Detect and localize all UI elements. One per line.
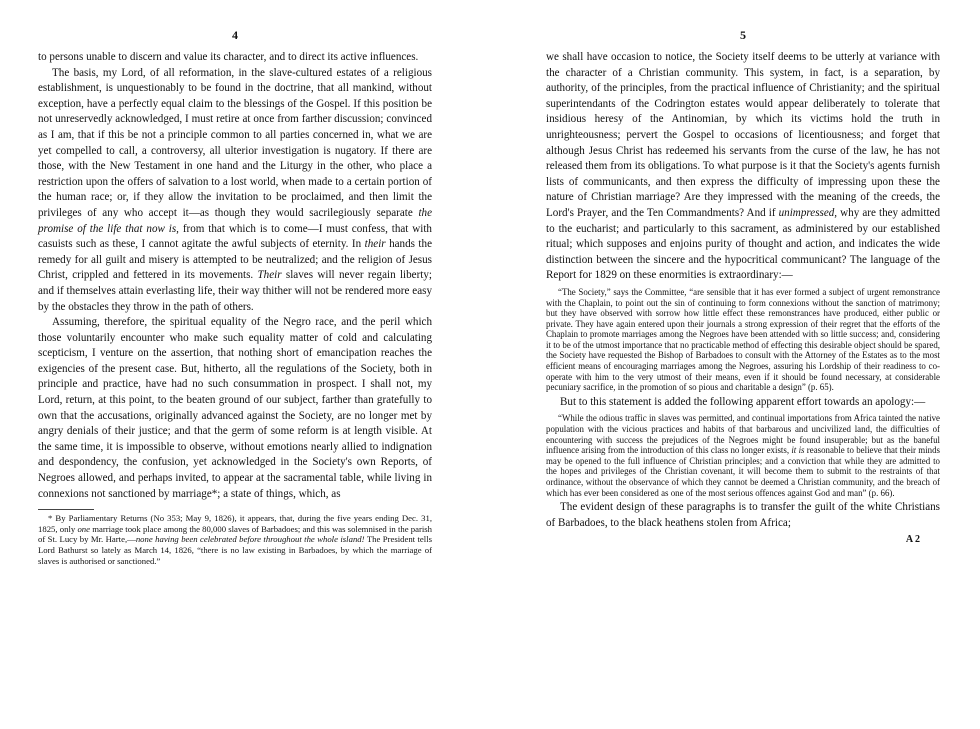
block-quote: “The Society,” says the Committee, “are sensible that it has ever formed a subject of urgent remonstrance with the Chaplain, to point out the sin of continuing to form connexions without the sanction of matrimony; but they have observed with sorrow how little effect these remonstrances have produced, either public or private. They have again entered upon their journals a strong expression of their regret that the efforts of the Chaplain to promote marriages among the Negroes have been attended with so little success; and, considering it to be of the utmost importance that no practicable method of effecting this desirable object should be spared, the Society have requested the Bishop of Barbadoes to consult with the Attorney of the Estates as to the most efficient means of encouraging marriages among the Negroes, assuring his Lordship of their readiness to co-operate with him to the very utmost of their means, even if it should be found necessary, at considerable pecuniary sacrifice, in the promotion of so pious and charitable a design” (p. 65). — [546, 286, 940, 393]
paragraph — [546, 50, 940, 284]
text-run: reasonable to believe that their minds may be opened to the full influence of Christian principles; and a conviction that while they are admitted to the hopes and privileges of the Christian covenant, it will become them to submit to the restraints of that ordinance, without the observance of which they cannot be deemed a Christian community, and the breach of which has ever been considered as one of the most serious offences against God and man” (p. 66). — [546, 445, 941, 498]
paragraph: But to this statement is added the following apparent effort towards an apology:— — [560, 395, 926, 408]
italic-text: it is — [791, 445, 805, 456]
italic-text: Their — [257, 269, 282, 282]
italic-text: the promise of the life that now is, — [38, 206, 432, 235]
paragraph — [38, 66, 432, 316]
signature-mark: A 2 — [905, 534, 920, 546]
text-run: from that which is to come—I must confess, that with casuists such as these, I cannot agitate the awful subjects of eternity. In — [38, 222, 432, 251]
italic-text: unimpressed, — [778, 206, 838, 219]
paragraph: The evident design of these paragraphs is to transfer the guilt of the white Christians of Barbadoes, to the black heathens stolen from Africa; — [546, 501, 940, 529]
text-run: marriage took place among the 80,000 slaves of Barbadoes; and this was solemnised in the parish of St. Lucy by Mr. Harte,— — [38, 523, 433, 545]
page-number: 5 — [740, 28, 746, 42]
right-page — [490, 0, 980, 729]
text-run: The basis, my Lord, of all reformation, in the slave-cultured estates of a religious establishment, is unquestionably to be found in the doctrine, that all mankind, without exception, have a perfectly equal claim to the blessings of the Gospel. If this position be not unreservedly acknowledged, I must retire at once from farther discussion; convinced as I am, that if this be not a principle common to all parties concerned in, what we are yet compelled to call, a controversy, all ulterior investigation is nugatory. If there are those, with the New Testament in one hand and the Liturgy in the other, who place a restriction upon the offers of salvation to a lost world, when made to a certain portion of the human race; or, if they allow the invitation to be proclaimed, and then limit the privileges of any who accept it—as though they would sacrilegiously separate — [38, 66, 432, 219]
text-run: * By Parliamentary Returns (No 353; May 9, 1826), it appears, that, during the five years ending Dec. 31, 1825, only — [38, 513, 432, 534]
text-run: “While the odious traffic in slaves was permitted, and continual importations from Africa tainted the native population with the vicious practices and habits of that barbarous and uncivilized land, the difficulties of encountering with success the prejudices of the Negroes might be found insuperable; but as the baneful influence arising from the introduction of this class no longer exists, — [546, 413, 940, 456]
footnote — [38, 513, 432, 566]
italic-text: none having been celebrated before throughout the whole island! — [135, 534, 365, 545]
page-number: 4 — [232, 28, 238, 42]
block-quote — [546, 413, 940, 498]
paragraph: to persons unable to discern and value its character, and to direct its active influences. — [38, 51, 419, 63]
paragraph: Assuming, therefore, the spiritual equality of the Negro race, and the peril which those voluntarily encounter who make such equality matter of cold and calculating scepticism, I venture on the assertion, that nothing short of emancipation reaches the exigencies of the present case. But, hitherto, all the regulations of the Society, both in principle and practice, have had no such consummation in prospect. I shall not, my Lord, return, at this point, to the beaten ground of our subject, farther than gratefully to own that the accusations, originally advanced against the Society, are no longer met by angry denials of their justice; and that the germ of some reform is at length visible. At the same time, it is impossible to observe, without emotions nearly allied to indignation and despondency, the confusion, yet acknowledged in the Society's own Reports, of Negroes allowed, and perhaps invited, to appear at the sacramental table, while living in connexions not sanctioned by marriage*; a state of things, which, as — [38, 316, 432, 500]
text-run: we shall have occasion to notice, the Society itself deems to be utterly at variance with the character of a Christian community. This system, in fact, is a separation, by authority, of the principles, from the practical influence of Christianity; and the spiritual superintendants of the Codrington estates would appear deliberately to tolerate that insidious heresy of the Antinomian, by which its victims hold the truth in unrighteousness; pervert the Gospel to occasions of licentiousness; and forget that although Jesus Christ has redeemed his servants from the curse of the law, he has not released them from its obligations. To what purpose is it that the Society's agents furnish lists of communicants, and then express the difficulty of impressing upon these the nature of Christian marriage? Are they impressed with the meaning of the creeds, the Lord's Prayer, and the Ten Commandments? And if — [546, 51, 940, 219]
text-run: The President tells Lord Bathurst so lately as March 14, 1826, “there is no law existing in Barbadoes, by which the marriage of slaves is authorised or sanctioned.” — [38, 534, 432, 566]
text-run: hands the remedy for all guilt and misery is attempted to be neutralized; and the religion of Jesus Christ, crippled and fettered in its movements. — [38, 238, 432, 282]
italic-text: one — [77, 523, 90, 534]
text-run: slaves will never regain liberty; and if themselves attain everlasting life, their way thither will not be rendered more easy by the obstacles they throw in the path of others. — [38, 269, 433, 313]
text-run: why are they admitted to the eucharist; and particularly to this sacrament, as administered by our established ritual; which supposes and enjoins purity of thought and action, and indicates the wide distinction between the sincere and the hypocritical communicant? The language of the Report for 1829 on these enormities is extraordinary:— — [546, 206, 940, 282]
italic-text: their — [364, 238, 386, 251]
footnote-divider — [38, 509, 94, 510]
